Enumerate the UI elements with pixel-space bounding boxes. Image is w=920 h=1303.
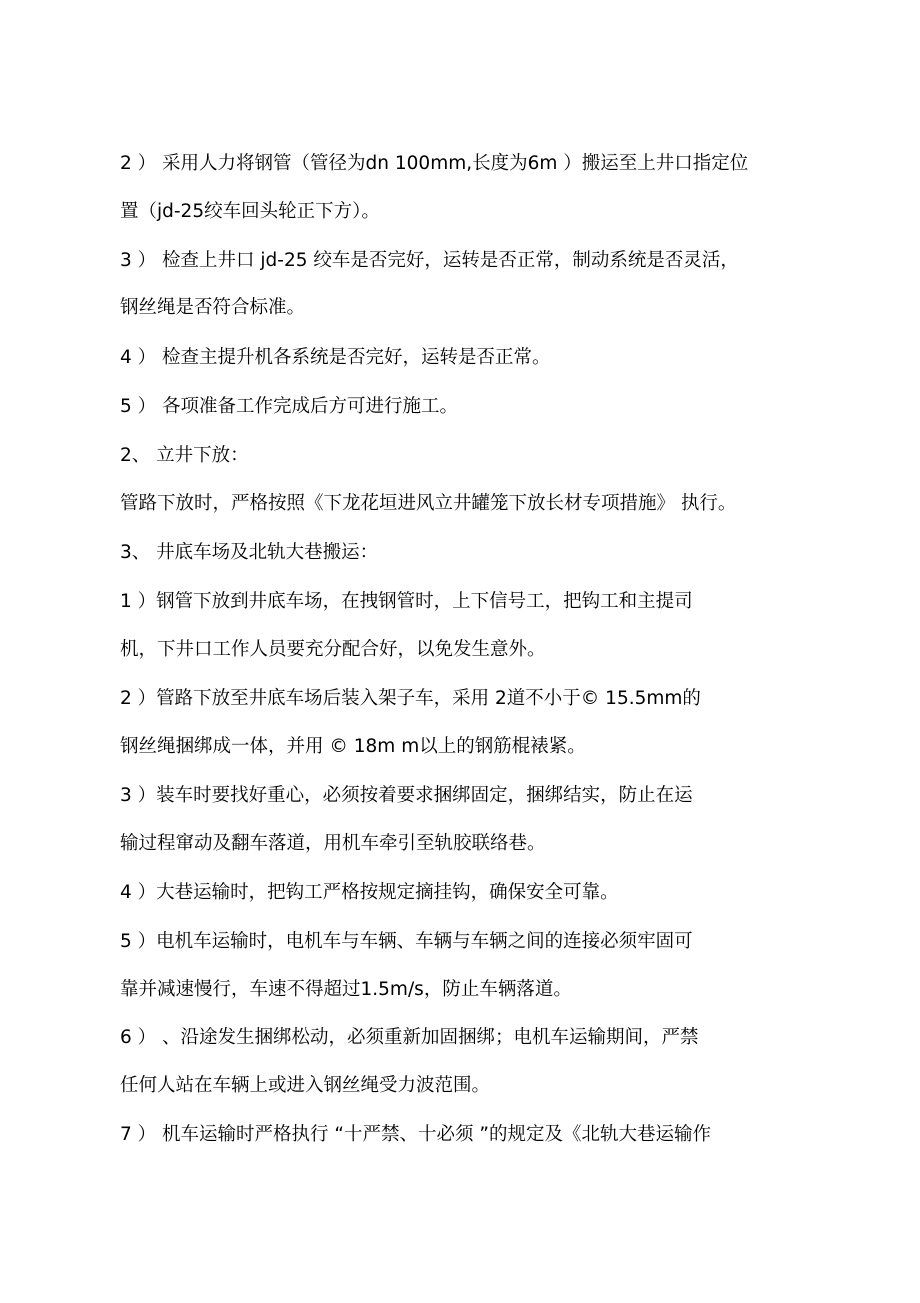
text-line: 管路下放时，严格按照《下龙花垣进风立井罐笼下放长材专项措施》 执行。 [120,493,737,514]
text-line: 6 ） 、沿途发生捆绑松动，必须重新加固捆绑；电机车运输期间，严禁 [120,1027,699,1048]
text-line: 输过程窜动及翻车落道，用机车牵引至轨胶联络巷。 [120,833,546,854]
text-line: 钢丝绳捆绑成一体，并用 © 18m m以上的钢筋棍裱紧。 [120,736,586,757]
text-line: 3 ）装车时要找好重心，必须按着要求捆绑固定，捆绑结实，防止在运 [120,785,693,806]
text-line: 机，下井口工作人员要充分配合好，以免发生意外。 [120,639,546,660]
text-line: 钢丝绳是否符合标准。 [120,297,306,318]
text-line: 5 ） 各项准备工作完成后方可进行施工。 [120,396,459,417]
text-line: 靠并减速慢行，车速不得超过1.5m/s，防止车辆落道。 [120,979,572,1000]
text-line: 2 ） 采用人力将钢管（管径为dn 100mm,长度为6m ）搬运至上井口指定位 [120,153,749,174]
section-heading: 3、 井底车场及北轨大巷搬运： [120,542,379,563]
text-line: 5 ）电机车运输时，电机车与车辆、车辆与车辆之间的连接必须牢固可 [120,931,693,952]
text-line: 置（jd-25绞车回头轮正下方）。 [120,201,380,222]
text-line: 1 ）钢管下放到井底车场，在拽钢管时，上下信号工，把钩工和主提司 [120,591,693,612]
section-heading: 2、 立井下放： [120,445,249,466]
text-line: 7 ） 机车运输时严格执行 “十严禁、十必须 ”的规定及《北轨大巷运输作 [120,1124,711,1145]
text-line: 2 ）管路下放至井底车场后装入架子车，采用 2道不小于© 15.5mm的 [120,688,701,709]
text-line: 4 ）大巷运输时，把钩工严格按规定摘挂钩，确保安全可靠。 [120,882,619,903]
text-line: 任何人站在车辆上或进入钢丝绳受力波范围。 [120,1075,491,1096]
text-line: 3 ） 检查上井口 jd-25 绞车是否完好，运转是否正常，制动系统是否灵活， [120,250,739,271]
text-line: 4 ） 检查主提升机各系统是否完好，运转是否正常。 [120,347,551,368]
